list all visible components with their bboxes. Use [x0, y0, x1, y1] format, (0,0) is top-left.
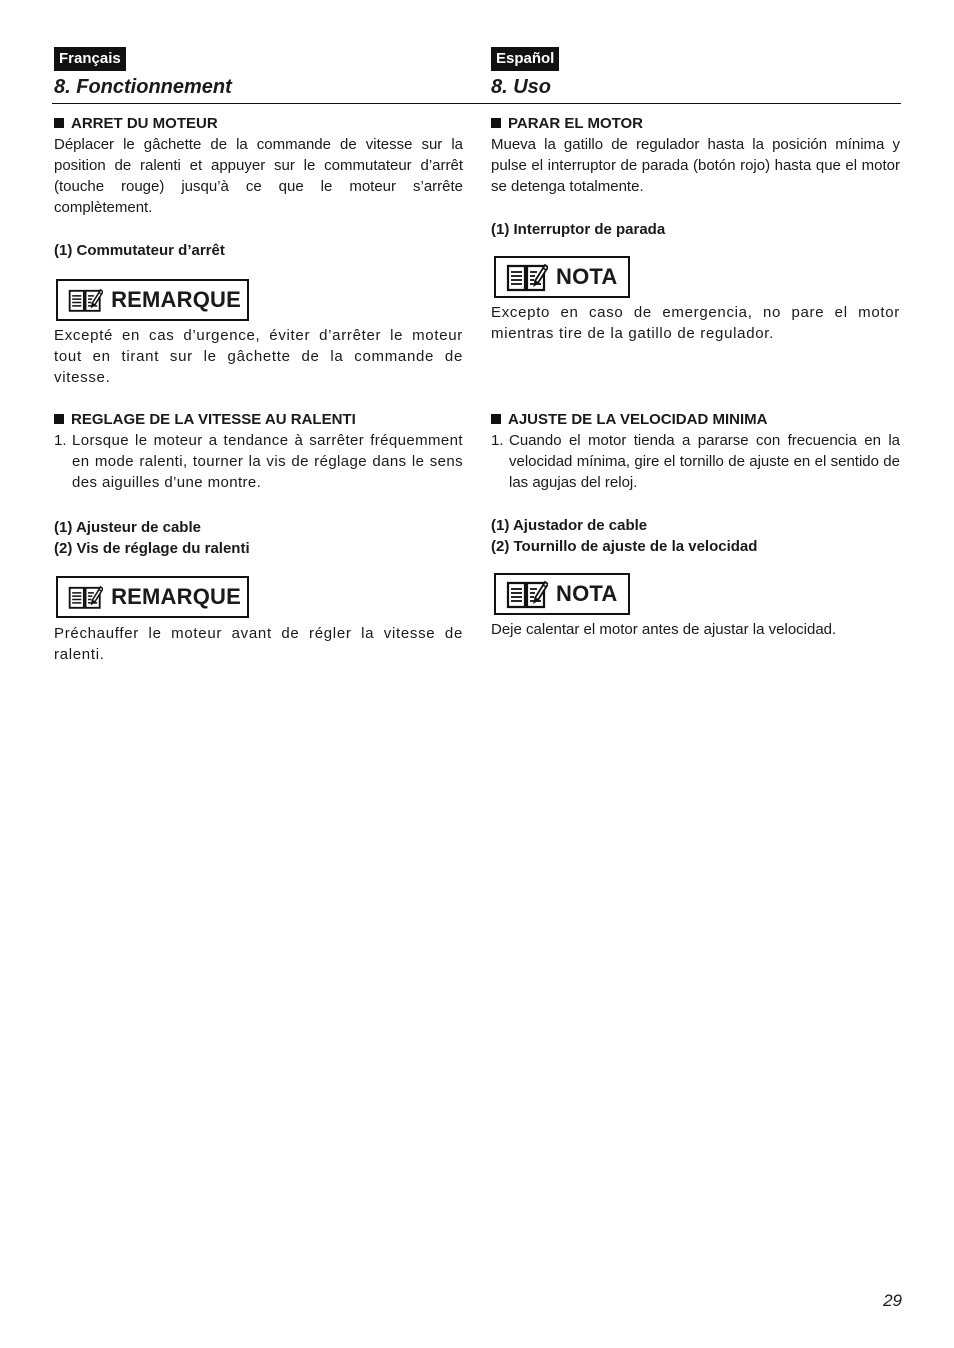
- idle-captions-es: [491, 515, 900, 557]
- section-title-fr: 8. Fonctionnement: [54, 76, 232, 98]
- note-box-2-fr: [56, 576, 249, 618]
- idle-step-es: [491, 430, 900, 493]
- stop-heading-text-es: PARAR EL MOTOR: [508, 115, 644, 132]
- stop-caption-fr: [54, 240, 463, 261]
- idle-heading-es: [491, 409, 900, 430]
- note-1-text-es: Excepto en caso de emergencia, no pare el motor mientras tire de la gatillo de regulador.: [491, 304, 900, 342]
- stop-caption-text-es: (1) Interruptor de parada: [491, 221, 666, 238]
- note-2-text-fr-block: [54, 623, 463, 665]
- bullet-square-icon: [491, 414, 501, 424]
- note-box-1-es: [494, 256, 630, 298]
- stop-text-fr: Déplacer le gâchette de la commande de vitesse sur la position de ralenti et appuyer sur le commutateur d’arrêt (touche rouge) jusqu’à ce que le moteur s’arrête complètement.: [54, 136, 463, 216]
- idle-section-fr: [54, 409, 463, 493]
- idle-step-text-fr: Lorsque le moteur a tendance à sarrêter fréquemment en mode ralenti, tourner la vis de réglage dans le sens des aiguilles d’une montre.: [72, 432, 463, 491]
- page-number: 29: [883, 1291, 902, 1310]
- spanish-column-header: [491, 47, 900, 100]
- language-tag-es: Español: [491, 47, 559, 71]
- idle-heading-text-es: AJUSTE DE LA VELOCIDAD MINIMA: [508, 411, 768, 428]
- bullet-square-icon: [491, 118, 501, 128]
- book-pencil-icon: [68, 582, 103, 612]
- bullet-square-icon: [54, 414, 64, 424]
- idle-heading-text-fr: REGLAGE DE LA VITESSE AU RALENTI: [71, 411, 356, 428]
- note-1-text-fr: Excepté en cas d’urgence, éviter d’arrêter le moteur tout en tirant sur le gâchette de la commande de vitesse.: [54, 327, 463, 386]
- stop-engine-section-fr: [54, 113, 463, 218]
- note-1-text-es-block: [491, 302, 900, 344]
- note-2-text-es: Deje calentar el motor antes de ajustar la velocidad.: [491, 621, 837, 638]
- idle-step-number-fr: 1.: [54, 432, 67, 449]
- stop-heading-text-fr: ARRET DU MOTEUR: [71, 115, 218, 132]
- stop-caption-text-fr: (1) Commutateur d’arrêt: [54, 242, 225, 259]
- bullet-square-icon: [54, 118, 64, 128]
- idle-step-text-es: Cuando el motor tienda a pararse con frecuencia en la velocidad mínima, gire el tornillo de ajuste en el sentido de las agujas del reloj.: [509, 432, 900, 491]
- section-title-es: 8. Uso: [491, 76, 552, 98]
- note-box-1-fr: [56, 279, 249, 321]
- stop-heading-fr: [54, 113, 463, 134]
- note-1-text-fr-block: [54, 325, 463, 388]
- note-2-text-es-block: [491, 619, 900, 640]
- french-column-header: [54, 47, 463, 100]
- idle-caption-1-fr: (1) Ajusteur de cable: [54, 519, 201, 536]
- stop-engine-section-es: [491, 113, 900, 197]
- stop-text-es: Mueva la gatillo de regulador hasta la posición mínima y pulse el interruptor de parada (botón rojo) hasta que el motor se detenga totalmente.: [491, 136, 900, 195]
- idle-caption-2-fr: (2) Vis de réglage du ralenti: [54, 540, 250, 557]
- book-pencil-icon: [68, 285, 103, 315]
- idle-captions-fr: [54, 517, 463, 559]
- note-label-2-es: NOTA: [556, 581, 618, 606]
- idle-step-fr: [54, 430, 463, 493]
- idle-step-number-es: 1.: [491, 432, 504, 449]
- idle-caption-1-es: (1) Ajustador de cable: [491, 517, 648, 534]
- idle-section-es: [491, 409, 900, 493]
- idle-caption-2-es: (2) Tournillo de ajuste de la velocidad: [491, 538, 758, 555]
- book-pencil-icon: [506, 579, 548, 609]
- stop-caption-es: [491, 219, 900, 240]
- note-label-1-es: NOTA: [556, 264, 618, 289]
- note-label-1-fr: REMARQUE: [111, 287, 241, 312]
- note-2-text-fr: Préchauffer le moteur avant de régler la vitesse de ralenti.: [54, 625, 463, 663]
- note-box-2-es: [494, 573, 630, 615]
- stop-heading-es: [491, 113, 900, 134]
- header-rule: [52, 103, 901, 104]
- note-label-2-fr: REMARQUE: [111, 584, 241, 609]
- book-pencil-icon: [506, 262, 548, 292]
- idle-heading-fr: [54, 409, 463, 430]
- language-tag-fr: Français: [54, 47, 126, 71]
